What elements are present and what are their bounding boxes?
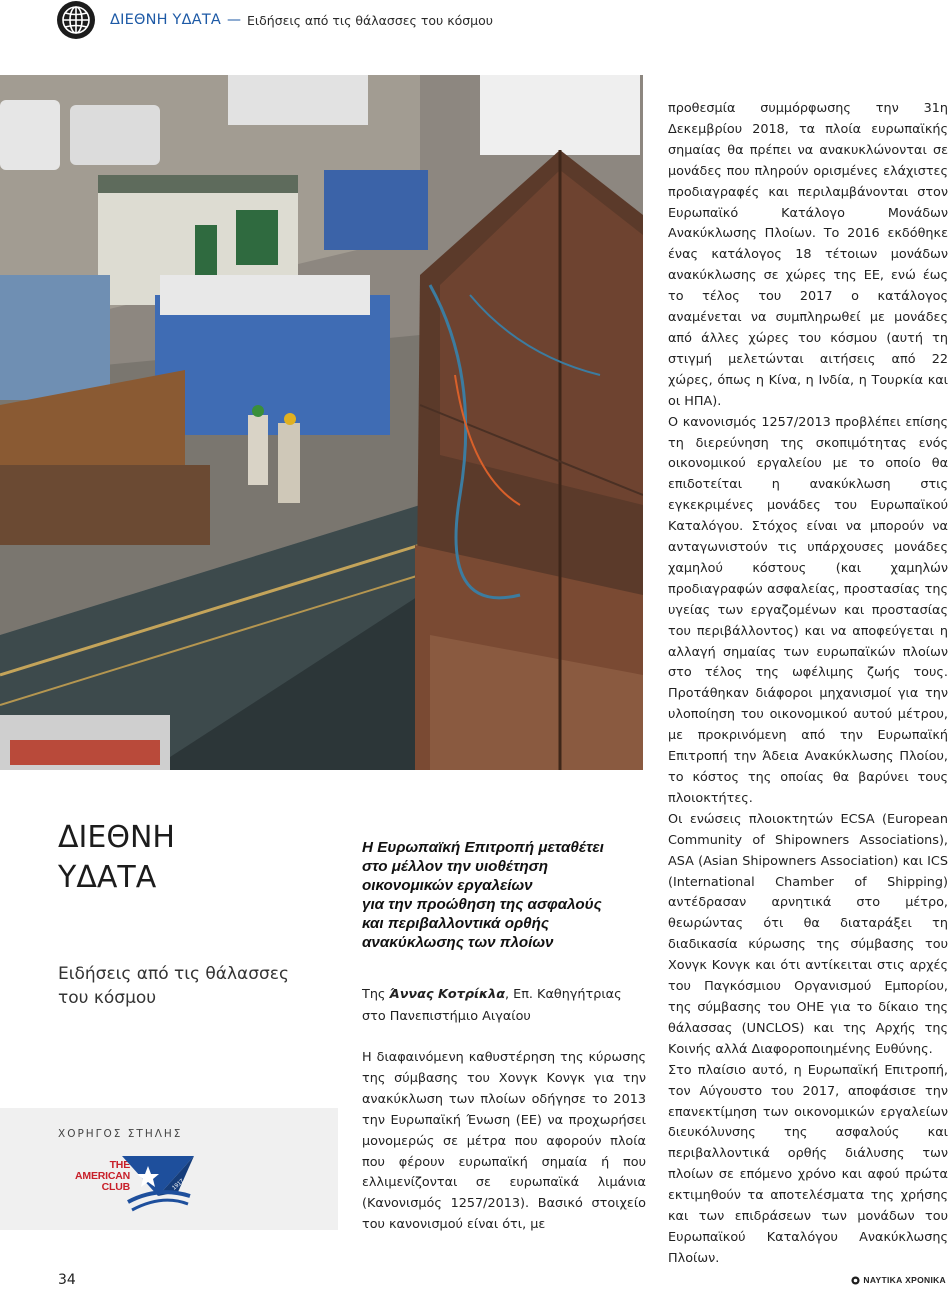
- paragraph: Στο πλαίσιο αυτό, η Ευρωπαϊκή Επιτροπή, τον Αύγουστο του 2017, αποφάσισε την επανεκτίμηση των οικονομικών εργαλείων διευκόλυνσης της ασφαλούς και περιβαλλοντικά ορθής διάλυσης των πλοίων σε επόμενο χρόνο και αφού πρώτα εκτιμηθούν τα αποτελέσματα της χρήσης και των επιδράσεων των μονάδων του Ευρωπαϊκού Καταλόγου Ανακύκλωσης Πλοίων.: [668, 1062, 948, 1266]
- logo-text-line2: AMERICAN: [75, 1170, 130, 1182]
- footer-brand-text: ΝΑΥΤΙΚΑ ΧΡΟΝΙΚΑ: [863, 1275, 946, 1285]
- paragraph: Οι ενώσεις πλοιοκτητών ECSA (European Community of Shipowners Associations), ASA (Asian Shipowners Association) και ICS (International Chamber of Shipping) αντέδρασαν αρνητικά στο μέτρο, θεωρώντας ότι θα διαταράξει τη διαδικασία κύρωσης της σύμβασης του Χονγκ Κονγκ και ότι αντίκειται στις αρχές του Παγκόσμιου Οργανισμού Εμπορίου, της σύμβασης του ΟΗΕ για το δίκαιο της θάλασσας (UNCLOS) και της Αρχής της Κοινής αλλά Διαφοροποιημένης Ευθύνης.: [668, 811, 948, 1057]
- section-title-line2: ΥΔΑΤΑ: [58, 860, 157, 895]
- headline-line: Η Ευρωπαϊκή Επιτροπή μεταθέτει: [362, 839, 604, 856]
- footer-brand: [851, 1275, 946, 1285]
- logo-pennant-icon: [118, 1152, 198, 1216]
- header-dash: —: [227, 12, 242, 28]
- byline-suffix: , Επ. Καθηγήτριας στο Πανεπιστήμιο Αιγαίου: [362, 987, 622, 1024]
- ship-recycling-photo: [0, 75, 643, 770]
- byline-author: Άννας Κοτρίκλα: [389, 987, 505, 1002]
- brand-circle-icon: [851, 1276, 860, 1285]
- paragraph: Ο κανονισμός 1257/2013 προβλέπει επίσης τη διερεύνηση της σκοπιμότητας ενός οικονομικού εργαλείου με το οποίο θα επιδοτείται η ανακύκλωση στις εγκεκριμένες μονάδες του Ευρωπαϊκού Καταλόγου. Στόχος είναι να μπορούν να ανταγωνιστούν τις υπάρχουσες μονάδες χαμηλού κόστους (και χαμηλών προδιαγραφών ασφαλείας, προστασίας της υγείας των εργαζομένων και προστασίας του περιβάλλοντος) και να αποφεύγεται η αλλαγή σημαίας των ευρωπαϊκών πλοίων στο τέλος της ωφέλιμης ζωής τους. Προτάθηκαν διάφοροι μηχανισμοί για την υλοποίηση του οικονομικού αυτού μέτρου, με προκρινόμενη από την Ευρωπαϊκή Επιτροπή την Άδεια Ανακύκλωσης Πλοίου, το κόστος της οποίας θα βαρύνει τους πλοιοκτήτες.: [668, 414, 948, 806]
- sponsor-box: [0, 1108, 338, 1230]
- headline-line: ανακύκλωσης των πλοίων: [362, 934, 554, 951]
- section-title: [58, 818, 318, 898]
- section-subtitle: Ειδήσεις από τις θάλασσες του κόσμου: [58, 964, 289, 1008]
- headline-line: και περιβαλλοντικά ορθής: [362, 915, 549, 932]
- page-number: 34: [58, 1272, 76, 1288]
- logo-text-line1: THE: [109, 1159, 130, 1171]
- american-club-logo[interactable]: [58, 1152, 198, 1216]
- headline-line: στο μέλλον την υιοθέτηση: [362, 858, 549, 875]
- section-title-line1: ΔΙΕΘΝΗ: [58, 820, 175, 855]
- header-section-title: ΔΙΕΘΝΗ ΥΔΑΤΑ: [110, 12, 222, 28]
- sponsor-label: ΧΟΡΗΓΟΣ ΣΤΗΛΗΣ: [58, 1128, 183, 1140]
- byline-prefix: Της: [362, 987, 390, 1002]
- article-column-2: [668, 99, 948, 1270]
- article-column-1: [362, 1048, 646, 1236]
- logo-text-line3: CLUB: [101, 1181, 130, 1193]
- article-byline: [362, 984, 647, 1027]
- running-header: [56, 0, 936, 40]
- header-subtitle: Ειδήσεις από τις θάλασσες του κόσμου: [247, 12, 493, 28]
- globe-icon: [56, 0, 96, 40]
- paragraph: προθεσμία συμμόρφωσης την 31η Δεκεμβρίου 2018, τα πλοία ευρωπαϊκής σημαίας θα πρέπει να ανακυκλώνονται σε μονάδες που πληρούν ορισμένες ελάχιστες προδιαγραφές και περιλαμβάνονται στον Ευρωπαϊκό Κατάλογο Μονάδων Ανακύκλωσης Πλοίων. Το 2016 εκδόθηκε ένας κατάλογος 18 τέτοιων μονάδων ανακύκλωσης σε χώρες της ΕΕ, ενώ έως το τέλος του 2017 ο κατάλογος αναμένεται να συμπληρωθεί με μονάδες από άλλες χώρες του κόσμου (αυτή τη στιγμή μελετώνται αιτήσεις από 22 χώρες, όπως η Κίνα, η Ινδία, η Τουρκία και οι ΗΠΑ).: [668, 101, 948, 409]
- headline-line: οικονομικών εργαλείων: [362, 877, 533, 894]
- headline-line: για την προώθηση της ασφαλούς: [362, 896, 602, 913]
- logo-year: 1917: [171, 1178, 186, 1192]
- paragraph: Η διαφαινόμενη καθυστέρηση της κύρωσης της σύμβασης του Χονγκ Κονγκ για την ανακύκλωση των πλοίων οδήγησε το 2013 την Ευρωπαϊκή Ένωση (ΕΕ) να προχωρήσει μονομερώς σε μέτρα που αφορούν πλοία που φέρουν ευρωπαϊκή σημαία ή που ελλιμενίζονται σε ευρωπαϊκά λιμάνια (Κανονισμός 1257/2013). Βασικό στοιχείο του κανονισμού είναι ότι, με: [362, 1050, 646, 1233]
- article-headline: [362, 838, 647, 952]
